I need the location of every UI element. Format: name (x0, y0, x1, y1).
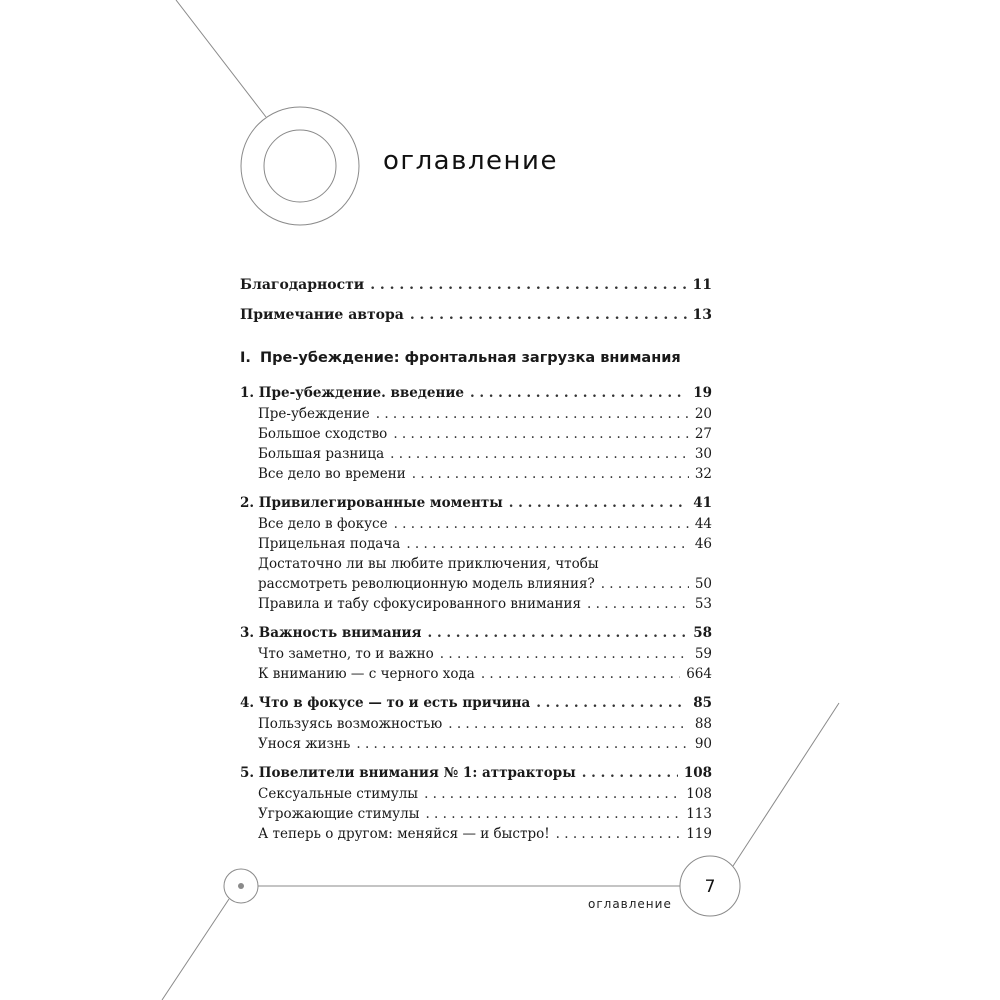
toc-entry-title: Примечание автора (240, 307, 404, 323)
leader-dots (448, 714, 689, 734)
section-title: К вниманию — с черного хода (258, 666, 475, 682)
leader-dots (509, 493, 687, 514)
leader-dots (556, 824, 681, 844)
chapter-group-5 (240, 763, 712, 844)
chapter-title: 5. Повелители внимания № 1: аттракторы (240, 765, 576, 781)
leader-dots (601, 574, 689, 594)
toc-entry-page: 13 (692, 307, 712, 323)
leader-dots (394, 514, 689, 534)
section-title: Пре-убеждение (258, 406, 370, 422)
leader-dots (587, 594, 689, 614)
section-page: 88 (694, 716, 712, 732)
section-page: 50 (694, 576, 712, 592)
section-title: Унося жизнь (258, 736, 351, 752)
diagonal-line-top (176, 0, 266, 117)
leader-dots (376, 404, 689, 424)
diagonal-line-right (733, 703, 839, 866)
section-entry[interactable] (240, 594, 712, 614)
section-page: 30 (694, 446, 712, 462)
leader-dots (370, 270, 686, 300)
section-title: А теперь о другом: меняйся — и быстро! (258, 826, 550, 842)
toc-entry-page: 11 (692, 277, 712, 293)
toc-entry-acknowledgements[interactable] (240, 270, 712, 300)
chapter-entry[interactable] (240, 693, 712, 714)
chapter-page: 108 (683, 765, 712, 781)
table-of-contents (240, 270, 712, 844)
part-heading (240, 342, 712, 374)
section-entry[interactable] (240, 824, 712, 844)
chapter-title: 3. Важность внимания (240, 625, 422, 641)
leader-dots (406, 534, 688, 554)
chapter-entry[interactable] (240, 623, 712, 644)
toc-entry-title: Благодарности (240, 277, 365, 293)
part-number: I. (240, 350, 251, 366)
section-entry-line1[interactable] (240, 554, 712, 574)
section-title: Что заметно, то и важно (258, 646, 434, 662)
chapter-page: 41 (693, 495, 712, 511)
section-page: 27 (694, 426, 712, 442)
leader-dots (582, 763, 678, 784)
section-title: Достаточно ли вы любите приключения, чтобы (258, 556, 599, 572)
leader-dots (470, 383, 687, 404)
leader-dots (424, 784, 680, 804)
chapter-group-1 (240, 383, 712, 484)
page-number: 7 (704, 877, 716, 897)
section-entry[interactable] (240, 424, 712, 444)
section-page: 90 (694, 736, 712, 752)
section-entry[interactable] (240, 514, 712, 534)
toc-entry-author-note[interactable] (240, 300, 712, 330)
leader-dots (356, 734, 688, 754)
section-entry[interactable] (240, 784, 712, 804)
section-page: 119 (686, 826, 712, 842)
leader-dots (536, 693, 687, 714)
section-entry[interactable] (240, 644, 712, 664)
chapter-page: 19 (693, 385, 712, 401)
section-title: рассмотреть революционную модель влияния? (258, 576, 595, 592)
large-ring-inner (264, 130, 336, 202)
section-title: Большое сходство (258, 426, 388, 442)
section-entry[interactable] (240, 664, 712, 684)
leader-dots (440, 644, 689, 664)
section-entry[interactable] (240, 404, 712, 424)
leader-dots (428, 623, 688, 644)
leader-dots (425, 804, 680, 824)
section-page: 108 (686, 786, 712, 802)
chapter-group-4 (240, 693, 712, 754)
leader-dots (410, 300, 687, 330)
section-entry[interactable] (240, 734, 712, 754)
section-title: Угрожающие стимулы (258, 806, 420, 822)
chapter-entry[interactable] (240, 383, 712, 404)
chapter-title: 2. Привилегированные моменты (240, 495, 503, 511)
large-ring-outer (241, 107, 359, 225)
diagonal-line-bottom (162, 899, 229, 1000)
section-page: 59 (694, 646, 712, 662)
section-title: Все дело в фокусе (258, 516, 388, 532)
chapter-entry[interactable] (240, 763, 712, 784)
page-title: оглавление (383, 146, 558, 176)
chapter-group-3 (240, 623, 712, 684)
section-page: 46 (694, 536, 712, 552)
chapter-entry[interactable] (240, 493, 712, 514)
section-title: Все дело во времени (258, 466, 406, 482)
section-entry[interactable] (240, 804, 712, 824)
section-entry[interactable] (240, 444, 712, 464)
section-title: Правила и табу сфокусированного внимания (258, 596, 582, 612)
chapter-title: 1. Пре-убеждение. введение (240, 385, 464, 401)
chapter-page: 58 (693, 625, 712, 641)
running-footer-title: оглавление (588, 897, 672, 911)
section-page: 32 (694, 466, 712, 482)
section-title: Прицельная подача (258, 536, 401, 552)
section-page: 53 (694, 596, 712, 612)
leader-dots (481, 664, 680, 684)
section-entry[interactable] (240, 714, 712, 734)
section-page: 44 (694, 516, 712, 532)
section-title: Сексуальные стимулы (258, 786, 419, 802)
chapter-group-2 (240, 493, 712, 614)
section-entry[interactable] (240, 464, 712, 484)
section-page: 20 (694, 406, 712, 422)
leader-dots (390, 444, 689, 464)
section-title: Пользуясь возможностью (258, 716, 443, 732)
leader-dots (393, 424, 689, 444)
section-page: 113 (686, 806, 712, 822)
chapter-title: 4. Что в фокусе — то и есть причина (240, 695, 531, 711)
section-entry[interactable] (240, 534, 712, 554)
section-page: 664 (686, 666, 712, 682)
leader-dots (412, 464, 689, 484)
small-ring-dot (238, 883, 244, 889)
part-title: Пре-убеждение: фронтальная загрузка внимания (260, 350, 681, 366)
section-entry[interactable] (240, 574, 712, 594)
section-title: Большая разница (258, 446, 385, 462)
chapter-page: 85 (693, 695, 712, 711)
